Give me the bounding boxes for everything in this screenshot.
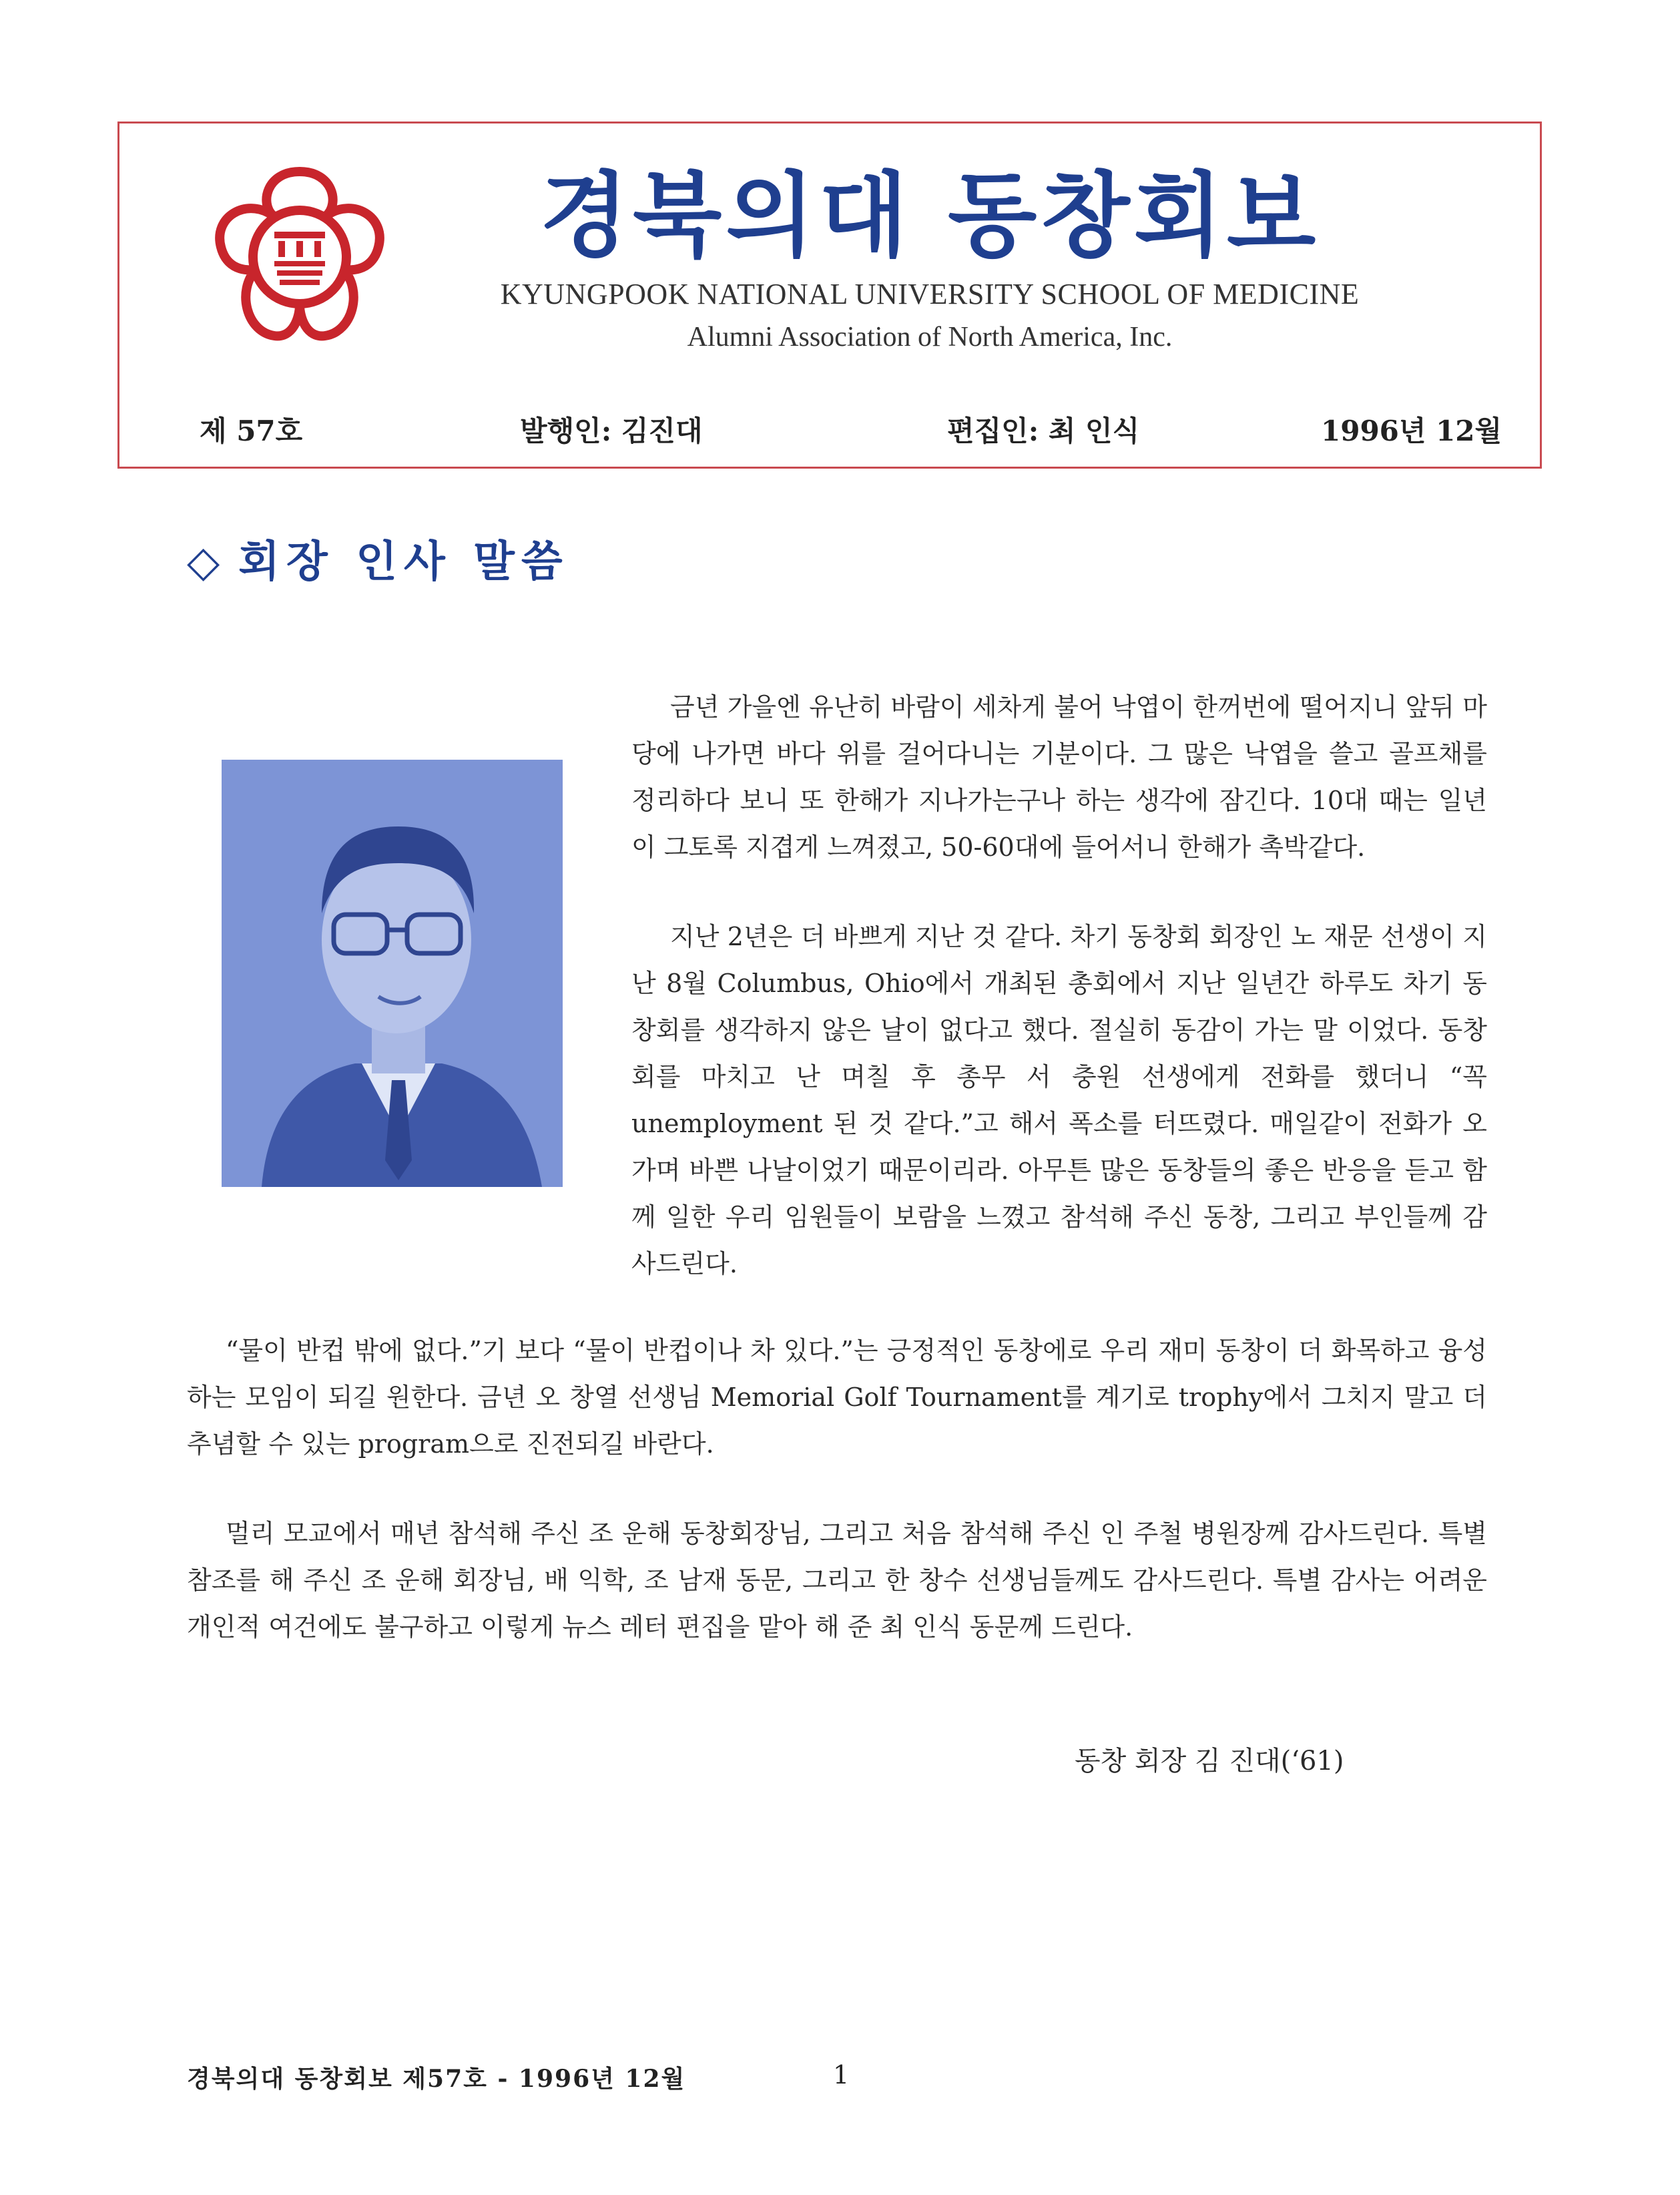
- president-portrait-photo: [222, 760, 563, 1187]
- newsletter-title: 경북의대 동창회보: [539, 161, 1320, 270]
- signature: 동창 회장 김 진대(‘61): [1075, 1746, 1344, 1776]
- editor: 편집인: 최 인식: [947, 415, 1140, 447]
- issue-date: 1996년 12월: [1321, 415, 1502, 447]
- body-paragraph-1: 금년 가을엔 유난히 바람이 세차게 불어 낙엽이 한꺼번에 떨어지니 앞뒤 마당에 나가면 바다 위를 걸어다니는 기분이다. 그 많은 낙엽을 쓸고 골프채를 정리하다 보니 또 한해가 지나가는구나 하는 생각에 잠긴다. 10대 때는 일년이 그토록 지겹게 느껴졌고, 50-60대에 들어서니 한해가 촉박같다.: [631, 692, 1487, 862]
- diamond-icon: ◇: [187, 537, 227, 587]
- body-paragraph-3: “물이 반컵 밖에 없다.”기 보다 “물이 반컵이나 차 있다.”는 긍정적인 동창에로 우리 재미 동창이 더 화목하고 융성하는 모임이 되길 원한다. 금년 오 창열 선생님 Memorial Golf Tournament를 계기로 trophy에서 그치지 말고 더 추념할 수 있는 program으로 진전되길 바란다.: [187, 1336, 1487, 1459]
- school-name-english: KYUNGPOOK NATIONAL UNIVERSITY SCHOOL OF MEDICINE: [500, 278, 1360, 310]
- association-name-english: Alumni Association of North America, Inc.: [687, 322, 1173, 352]
- issue-number: 제 57호: [200, 415, 303, 447]
- publisher: 발행인: 김진대: [520, 415, 703, 447]
- masthead: [117, 121, 1542, 469]
- body-paragraph-2: 지난 2년은 더 바쁘게 지난 것 같다. 차기 동창회 회장인 노 재문 선생이 지난 8월 Columbus, Ohio에서 개최된 총회에서 지난 일년간 하루도 차기 동창회를 생각하지 않은 날이 없다고 했다. 절실히 동감이 가는 말 이었다. 동창회를 마치고 난 며칠 후 총무 서 충원 선생에게 전화를 했더니 “꼭 unemployment 된 것 같다.”고 해서 폭소를 터뜨렸다. 매일같이 전화가 오가며 바쁜 나날이었기 때문이리라. 아무튼 많은 동창들의 좋은 반응을 듣고 함께 일한 우리 임원들이 보람을 느꼈고 참석해 주신 동창, 그리고 부인들께 감사드린다.: [631, 922, 1487, 1278]
- page-number: 1: [833, 2060, 850, 2090]
- portrait-icon: [222, 760, 563, 1187]
- section-heading: [187, 527, 569, 589]
- body-paragraph-4: 멀리 모교에서 매년 참석해 주신 조 운해 동창회장님, 그리고 처음 참석해 주신 인 주철 병원장께 감사드린다. 특별 참조를 해 주신 조 운해 회장님, 배 익학, 조 남재 동문, 그리고 한 창수 선생님들께도 감사드린다. 특별 감사는 어려운 개인적 여건에도 불구하고 이렇게 뉴스 레터 편집을 맡아 해 준 최 인식 동문께 드린다.: [187, 1519, 1487, 1642]
- footer-publication-info: 경북의대 동창회보 제57호 - 1996년 12월: [187, 2065, 686, 2093]
- section-title: 회장 인사 말씀: [238, 537, 569, 587]
